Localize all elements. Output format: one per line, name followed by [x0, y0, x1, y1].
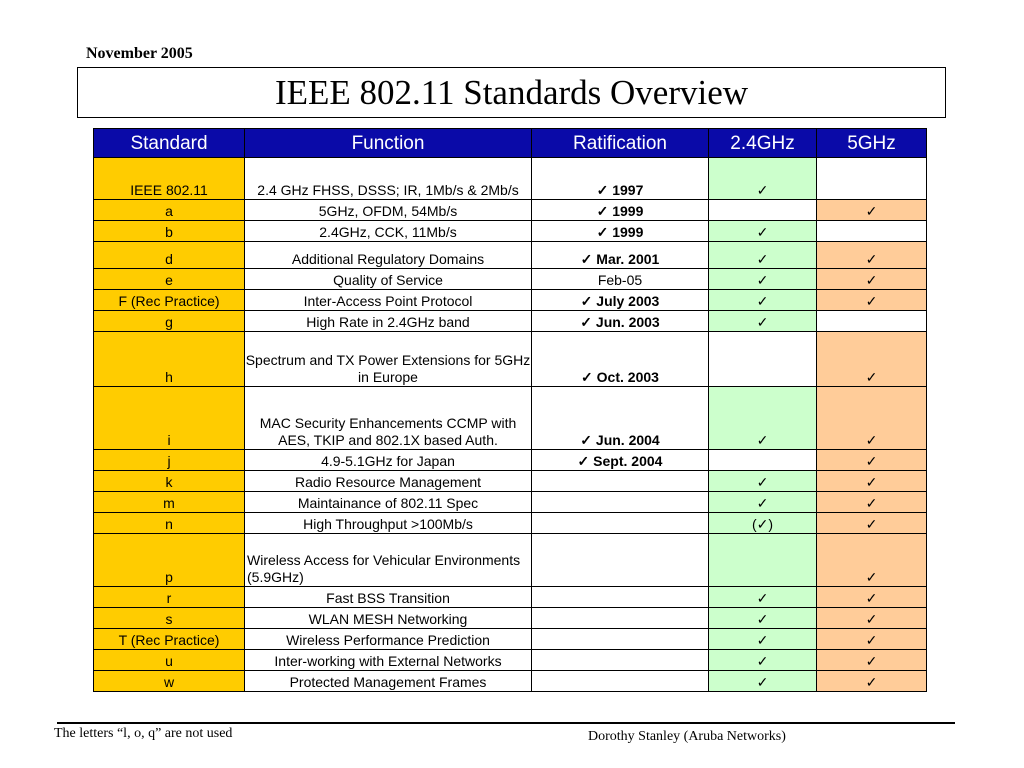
table-row — [94, 158, 927, 200]
cell-ratification: Feb-05 — [532, 269, 709, 290]
table-row — [94, 221, 927, 242]
cell-standard: a — [94, 200, 245, 221]
table-row — [94, 471, 927, 492]
cell-ratification: ✓ Jun. 2004 — [532, 387, 709, 450]
cell-standard: w — [94, 671, 245, 692]
cell-2-4ghz: ✓ — [709, 650, 817, 671]
cell-ratification: ✓ 1997 — [532, 158, 709, 200]
cell-5ghz: ✓ — [817, 629, 927, 650]
table-row — [94, 534, 927, 587]
cell-2-4ghz — [709, 450, 817, 471]
cell-2-4ghz: (✓) — [709, 513, 817, 534]
cell-function: Maintainance of 802.11 Spec — [245, 492, 532, 513]
cell-5ghz: ✓ — [817, 513, 927, 534]
cell-ratification: ✓ Mar. 2001 — [532, 242, 709, 269]
table-row — [94, 492, 927, 513]
cell-standard: j — [94, 450, 245, 471]
cell-ratification: ✓ Sept. 2004 — [532, 450, 709, 471]
cell-5ghz: ✓ — [817, 387, 927, 450]
cell-function: High Throughput >100Mb/s — [245, 513, 532, 534]
cell-function: Radio Resource Management — [245, 471, 532, 492]
cell-standard: F (Rec Practice) — [94, 290, 245, 311]
cell-standard: s — [94, 608, 245, 629]
cell-5ghz: ✓ — [817, 671, 927, 692]
cell-function: Wireless Performance Prediction — [245, 629, 532, 650]
table-body — [94, 158, 927, 692]
cell-function: Inter-Access Point Protocol — [245, 290, 532, 311]
table-row — [94, 513, 927, 534]
cell-ratification: ✓ Oct. 2003 — [532, 332, 709, 387]
cell-function: Fast BSS Transition — [245, 587, 532, 608]
cell-standard: n — [94, 513, 245, 534]
cell-2-4ghz: ✓ — [709, 608, 817, 629]
cell-ratification: ✓ July 2003 — [532, 290, 709, 311]
cell-standard: g — [94, 311, 245, 332]
cell-5ghz: ✓ — [817, 242, 927, 269]
table-row — [94, 200, 927, 221]
table-header-row — [94, 129, 927, 158]
cell-5ghz: ✓ — [817, 492, 927, 513]
table-row — [94, 671, 927, 692]
table-row — [94, 332, 927, 387]
cell-standard: k — [94, 471, 245, 492]
table-row — [94, 311, 927, 332]
cell-function: High Rate in 2.4GHz band — [245, 311, 532, 332]
cell-5ghz — [817, 158, 927, 200]
table-row — [94, 450, 927, 471]
cell-ratification — [532, 534, 709, 587]
cell-standard: IEEE 802.11 — [94, 158, 245, 200]
cell-function: 2.4GHz, CCK, 11Mb/s — [245, 221, 532, 242]
footer-author: Dorothy Stanley (Aruba Networks) — [588, 729, 786, 744]
cell-2-4ghz — [709, 534, 817, 587]
cell-standard: p — [94, 534, 245, 587]
cell-5ghz: ✓ — [817, 608, 927, 629]
header-standard: Standard — [94, 129, 245, 158]
table-row — [94, 587, 927, 608]
cell-ratification: ✓ 1999 — [532, 200, 709, 221]
cell-ratification — [532, 513, 709, 534]
table-row — [94, 290, 927, 311]
cell-5ghz — [817, 221, 927, 242]
cell-function: WLAN MESH Networking — [245, 608, 532, 629]
cell-5ghz: ✓ — [817, 471, 927, 492]
cell-2-4ghz: ✓ — [709, 269, 817, 290]
title-box — [77, 67, 946, 118]
cell-2-4ghz: ✓ — [709, 387, 817, 450]
cell-function: 2.4 GHz FHSS, DSSS; IR, 1Mb/s & 2Mb/s — [245, 158, 532, 200]
page-title: IEEE 802.11 Standards Overview — [274, 72, 749, 112]
cell-function: Additional Regulatory Domains — [245, 242, 532, 269]
cell-standard: m — [94, 492, 245, 513]
table-row — [94, 608, 927, 629]
cell-function: Wireless Access for Vehicular Environments (5.9GHz) — [245, 534, 532, 587]
cell-5ghz: ✓ — [817, 650, 927, 671]
cell-ratification — [532, 608, 709, 629]
cell-2-4ghz: ✓ — [709, 492, 817, 513]
cell-function: Protected Management Frames — [245, 671, 532, 692]
cell-ratification — [532, 650, 709, 671]
cell-2-4ghz: ✓ — [709, 290, 817, 311]
cell-2-4ghz: ✓ — [709, 629, 817, 650]
table-row — [94, 269, 927, 290]
cell-5ghz: ✓ — [817, 587, 927, 608]
table-row — [94, 387, 927, 450]
cell-standard: u — [94, 650, 245, 671]
cell-2-4ghz: ✓ — [709, 158, 817, 200]
cell-2-4ghz: ✓ — [709, 471, 817, 492]
cell-5ghz: ✓ — [817, 200, 927, 221]
cell-2-4ghz: ✓ — [709, 221, 817, 242]
cell-function: MAC Security Enhancements CCMP with AES, TKIP and 802.1X based Auth. — [245, 387, 532, 450]
standards-table — [93, 128, 927, 692]
table-row — [94, 629, 927, 650]
cell-standard: e — [94, 269, 245, 290]
cell-5ghz: ✓ — [817, 534, 927, 587]
cell-5ghz: ✓ — [817, 450, 927, 471]
cell-standard: i — [94, 387, 245, 450]
cell-2-4ghz — [709, 332, 817, 387]
cell-2-4ghz: ✓ — [709, 242, 817, 269]
cell-5ghz — [817, 311, 927, 332]
header-function: Function — [245, 129, 532, 158]
table-row — [94, 242, 927, 269]
table-row — [94, 650, 927, 671]
cell-ratification — [532, 471, 709, 492]
cell-function: Inter-working with External Networks — [245, 650, 532, 671]
cell-function: 4.9-5.1GHz for Japan — [245, 450, 532, 471]
cell-2-4ghz — [709, 200, 817, 221]
cell-ratification: ✓ 1999 — [532, 221, 709, 242]
header-2-4ghz: 2.4GHz — [709, 129, 817, 158]
footer-note: The letters “l, o, q” are not used — [54, 726, 233, 741]
cell-ratification — [532, 492, 709, 513]
cell-standard: r — [94, 587, 245, 608]
cell-function: Quality of Service — [245, 269, 532, 290]
cell-5ghz: ✓ — [817, 332, 927, 387]
cell-standard: d — [94, 242, 245, 269]
footer-divider — [57, 722, 955, 724]
date-label: November 2005 — [86, 45, 193, 62]
header-5ghz: 5GHz — [817, 129, 927, 158]
cell-ratification — [532, 629, 709, 650]
cell-ratification — [532, 587, 709, 608]
cell-function: Spectrum and TX Power Extensions for 5GHz in Europe — [245, 332, 532, 387]
cell-2-4ghz: ✓ — [709, 311, 817, 332]
cell-standard: h — [94, 332, 245, 387]
header-ratification: Ratification — [532, 129, 709, 158]
cell-5ghz: ✓ — [817, 269, 927, 290]
cell-standard: b — [94, 221, 245, 242]
cell-5ghz: ✓ — [817, 290, 927, 311]
cell-standard: T (Rec Practice) — [94, 629, 245, 650]
cell-2-4ghz: ✓ — [709, 587, 817, 608]
cell-function: 5GHz, OFDM, 54Mb/s — [245, 200, 532, 221]
cell-ratification — [532, 671, 709, 692]
cell-2-4ghz: ✓ — [709, 671, 817, 692]
cell-ratification: ✓ Jun. 2003 — [532, 311, 709, 332]
